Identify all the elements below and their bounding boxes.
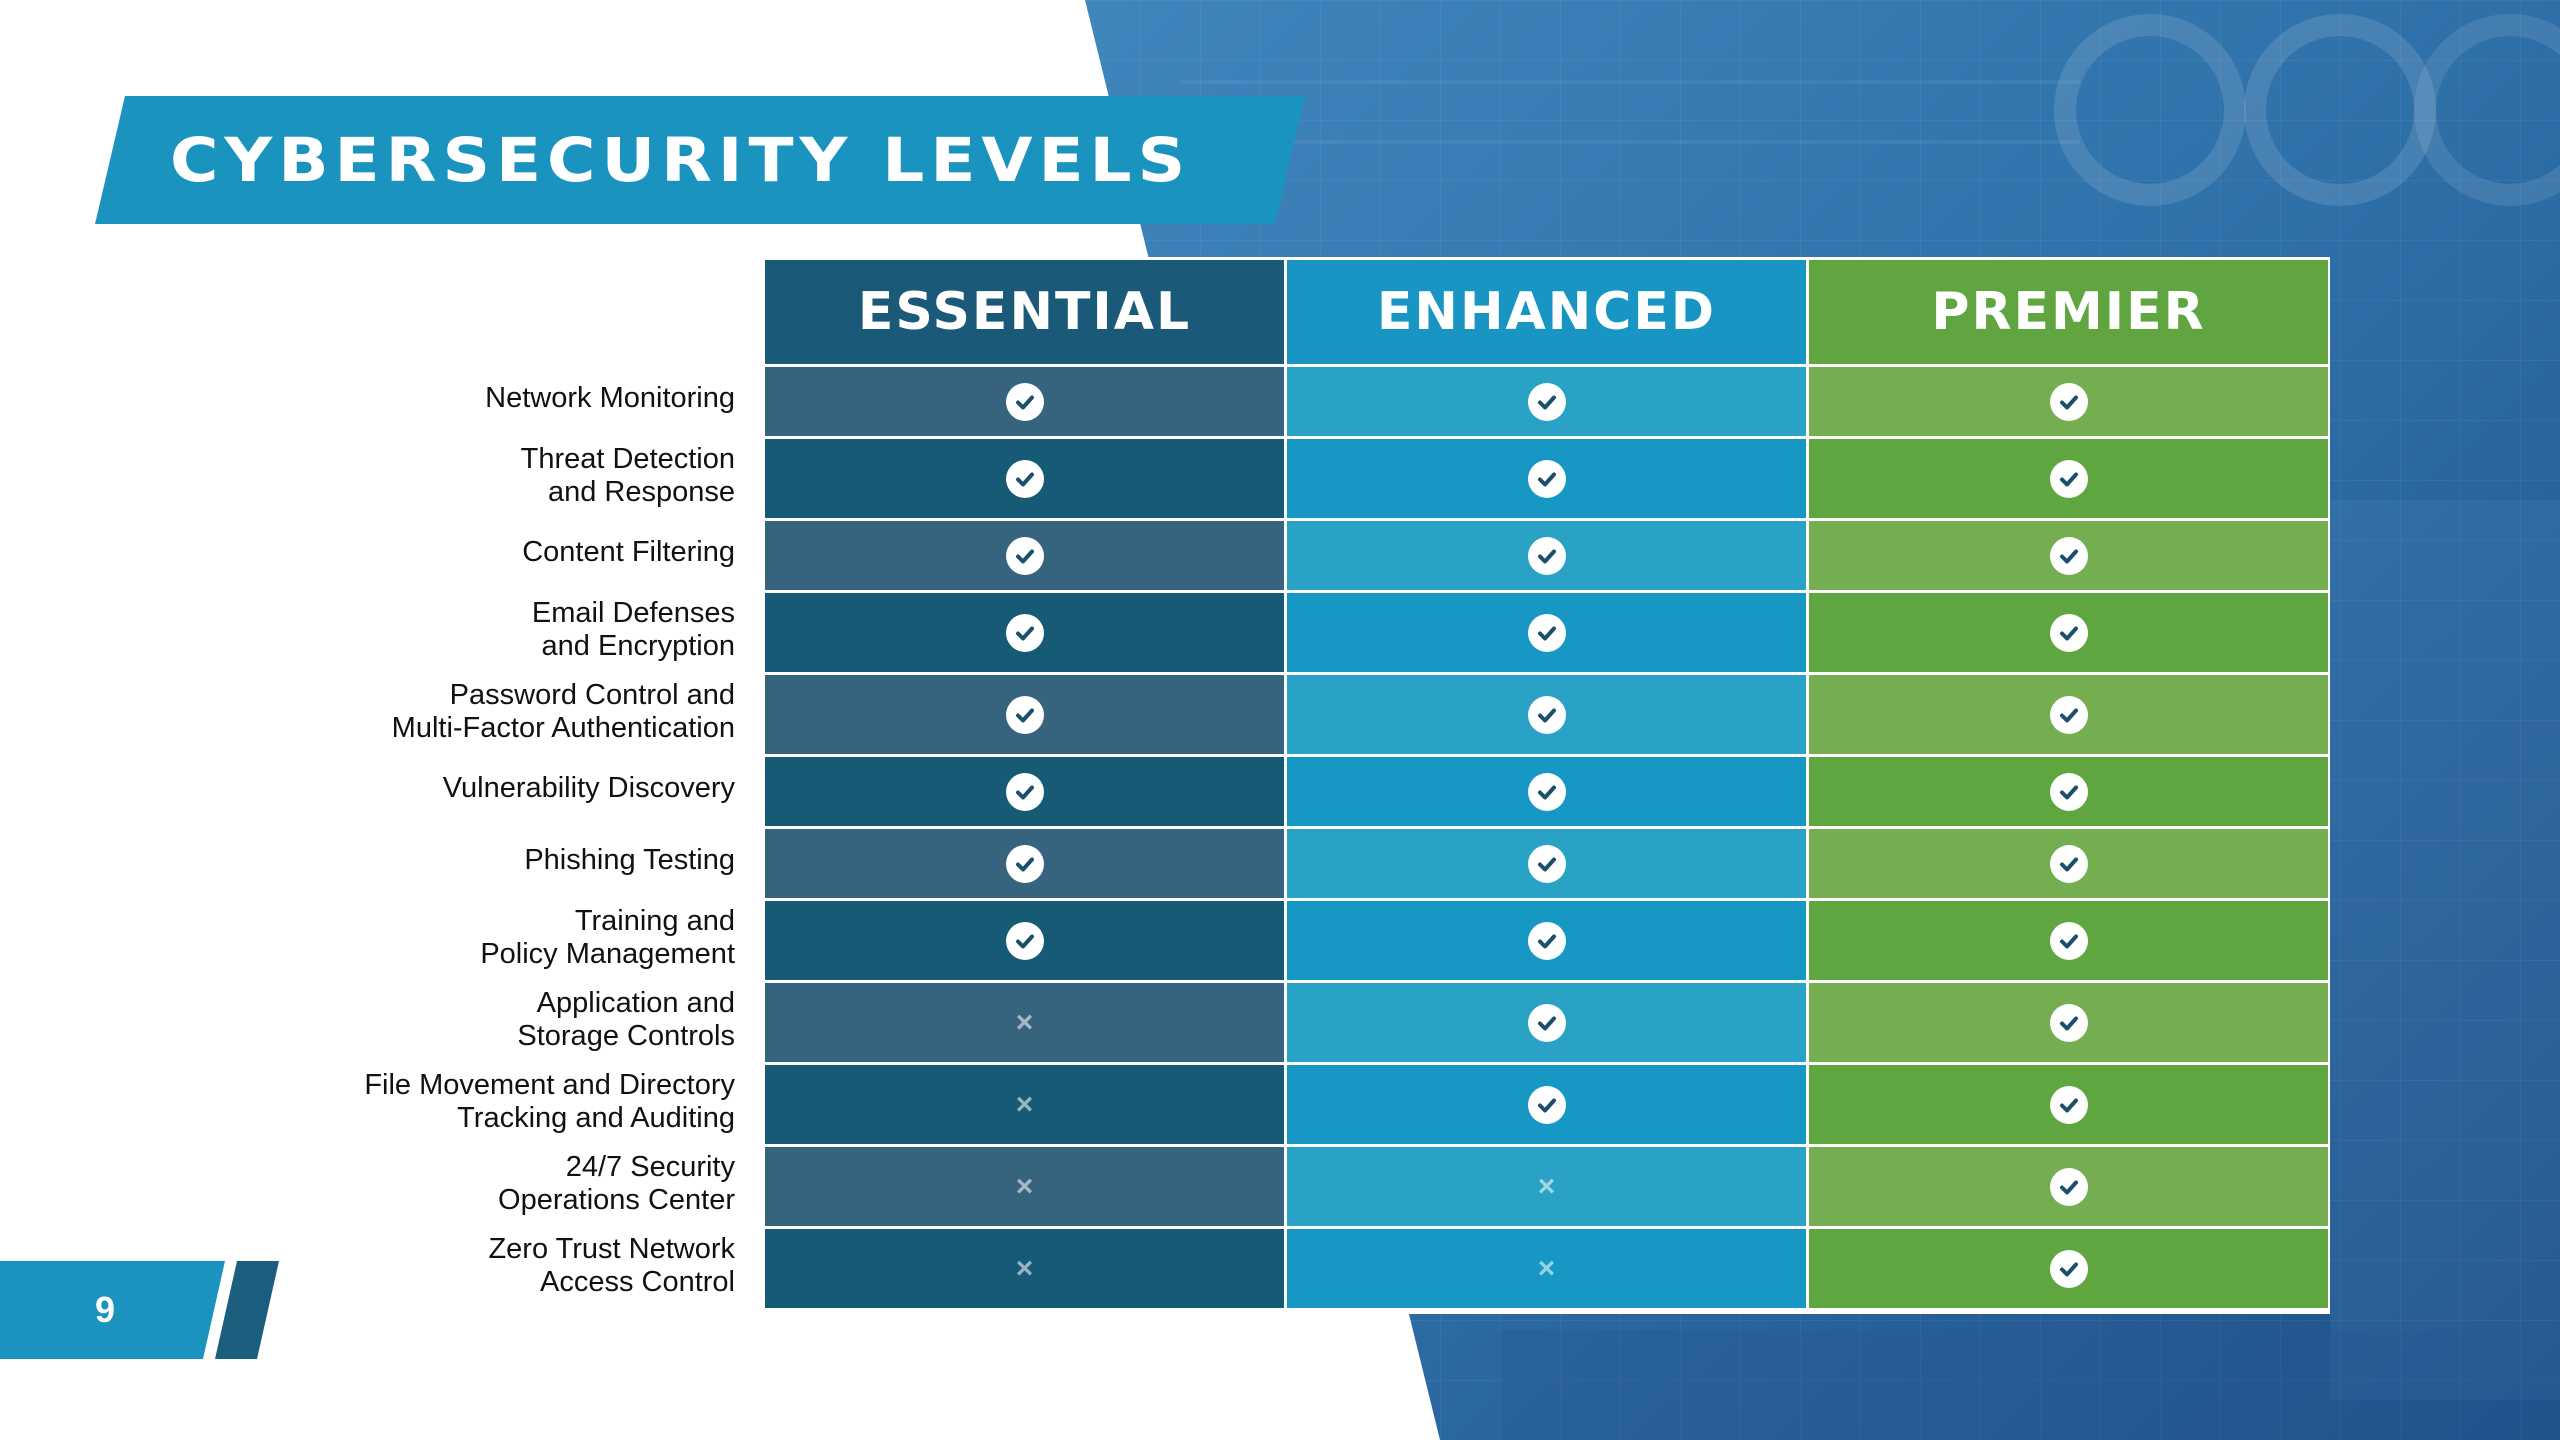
- feature-label-text: Password Control and Multi-Factor Authentication: [391, 678, 735, 744]
- cell-essential: [765, 439, 1284, 518]
- cell-premier: [1809, 1229, 2328, 1308]
- feature-label: [240, 754, 735, 823]
- check-circle-icon: [2050, 1168, 2088, 1206]
- check-circle-icon: [2050, 460, 2088, 498]
- feature-label: [240, 980, 735, 1059]
- cell-enhanced: [1287, 367, 1806, 436]
- check-circle-icon: [1006, 845, 1044, 883]
- comparison-table: [762, 257, 2330, 1314]
- check-circle-icon: [2050, 922, 2088, 960]
- page-number: 9: [94, 1289, 116, 1330]
- cell-premier: [1809, 521, 2328, 590]
- check-circle-icon: [1006, 460, 1044, 498]
- cell-essential: [765, 1229, 1284, 1308]
- feature-label: [240, 1062, 735, 1141]
- feature-label: [240, 672, 735, 751]
- check-circle-icon: [2050, 383, 2088, 421]
- check-circle-icon: [1528, 845, 1566, 883]
- tier-header-essential: ESSENTIAL: [765, 260, 1284, 364]
- check-circle-icon: [2050, 1086, 2088, 1124]
- cell-essential: [765, 901, 1284, 980]
- cell-enhanced: [1287, 901, 1806, 980]
- cell-enhanced: [1287, 1065, 1806, 1144]
- x-icon: ×: [1015, 1251, 1034, 1285]
- x-icon: ×: [1015, 1087, 1034, 1121]
- check-circle-icon: [1006, 614, 1044, 652]
- x-icon: ×: [1015, 1005, 1034, 1039]
- cell-premier: [1809, 983, 2328, 1062]
- cell-enhanced: [1287, 521, 1806, 590]
- check-circle-icon: [1528, 383, 1566, 421]
- feature-label: [240, 898, 735, 977]
- feature-label: [240, 826, 735, 895]
- cell-enhanced: [1287, 593, 1806, 672]
- feature-label-text: Vulnerability Discovery: [442, 772, 735, 804]
- cell-premier: [1809, 439, 2328, 518]
- cell-premier: [1809, 829, 2328, 898]
- tier-header-enhanced: ENHANCED: [1287, 260, 1806, 364]
- cell-enhanced: [1287, 439, 1806, 518]
- check-circle-icon: [2050, 696, 2088, 734]
- check-circle-icon: [1528, 460, 1566, 498]
- feature-label: [240, 1226, 735, 1305]
- feature-label-text: Content Filtering: [522, 536, 735, 568]
- check-circle-icon: [1006, 537, 1044, 575]
- check-circle-icon: [2050, 1004, 2088, 1042]
- feature-label: [240, 1144, 735, 1223]
- cell-premier: [1809, 1065, 2328, 1144]
- cell-essential: [765, 1065, 1284, 1144]
- check-circle-icon: [1528, 922, 1566, 960]
- tier-header-premier: PREMIER: [1809, 260, 2328, 364]
- check-circle-icon: [2050, 614, 2088, 652]
- cell-premier: [1809, 1147, 2328, 1226]
- page-title: CYBERSECURITY LEVELS: [170, 124, 1192, 196]
- cell-premier: [1809, 367, 2328, 436]
- cell-essential: [765, 367, 1284, 436]
- check-circle-icon: [1528, 1004, 1566, 1042]
- check-circle-icon: [1528, 1086, 1566, 1124]
- feature-label-text: Training and Policy Management: [480, 904, 735, 970]
- x-icon: ×: [1537, 1169, 1556, 1203]
- cell-enhanced: [1287, 757, 1806, 826]
- cell-essential: [765, 757, 1284, 826]
- feature-label: [240, 364, 735, 433]
- check-circle-icon: [1006, 696, 1044, 734]
- cell-enhanced: [1287, 983, 1806, 1062]
- cell-enhanced: [1287, 829, 1806, 898]
- cell-essential: [765, 983, 1284, 1062]
- check-circle-icon: [1006, 773, 1044, 811]
- cell-enhanced: [1287, 1147, 1806, 1226]
- cell-essential: [765, 521, 1284, 590]
- check-circle-icon: [1528, 773, 1566, 811]
- check-circle-icon: [2050, 773, 2088, 811]
- feature-label-text: File Movement and Directory Tracking and Auditing: [364, 1068, 735, 1134]
- check-circle-icon: [1006, 383, 1044, 421]
- cell-essential: [765, 675, 1284, 754]
- cell-premier: [1809, 675, 2328, 754]
- cell-essential: [765, 593, 1284, 672]
- feature-label-text: Application and Storage Controls: [517, 986, 735, 1052]
- feature-label-text: Zero Trust Network Access Control: [488, 1232, 735, 1298]
- cell-essential: [765, 829, 1284, 898]
- cell-premier: [1809, 757, 2328, 826]
- check-circle-icon: [1528, 696, 1566, 734]
- cell-essential: [765, 1147, 1284, 1226]
- feature-label-text: Email Defenses and Encryption: [531, 596, 735, 662]
- cell-premier: [1809, 593, 2328, 672]
- feature-label-text: 24/7 Security Operations Center: [498, 1150, 735, 1216]
- check-circle-icon: [1006, 922, 1044, 960]
- check-circle-icon: [1528, 537, 1566, 575]
- check-circle-icon: [2050, 845, 2088, 883]
- x-icon: ×: [1537, 1251, 1556, 1285]
- check-circle-icon: [2050, 537, 2088, 575]
- feature-label-text: Threat Detection and Response: [520, 442, 735, 508]
- feature-label-text: Network Monitoring: [485, 382, 735, 414]
- check-circle-icon: [2050, 1250, 2088, 1288]
- feature-label-text: Phishing Testing: [524, 844, 735, 876]
- check-circle-icon: [1528, 614, 1566, 652]
- cell-enhanced: [1287, 1229, 1806, 1308]
- cell-enhanced: [1287, 675, 1806, 754]
- feature-label: [240, 590, 735, 669]
- x-icon: ×: [1015, 1169, 1034, 1203]
- feature-label: [240, 436, 735, 515]
- feature-label: [240, 518, 735, 587]
- cell-premier: [1809, 901, 2328, 980]
